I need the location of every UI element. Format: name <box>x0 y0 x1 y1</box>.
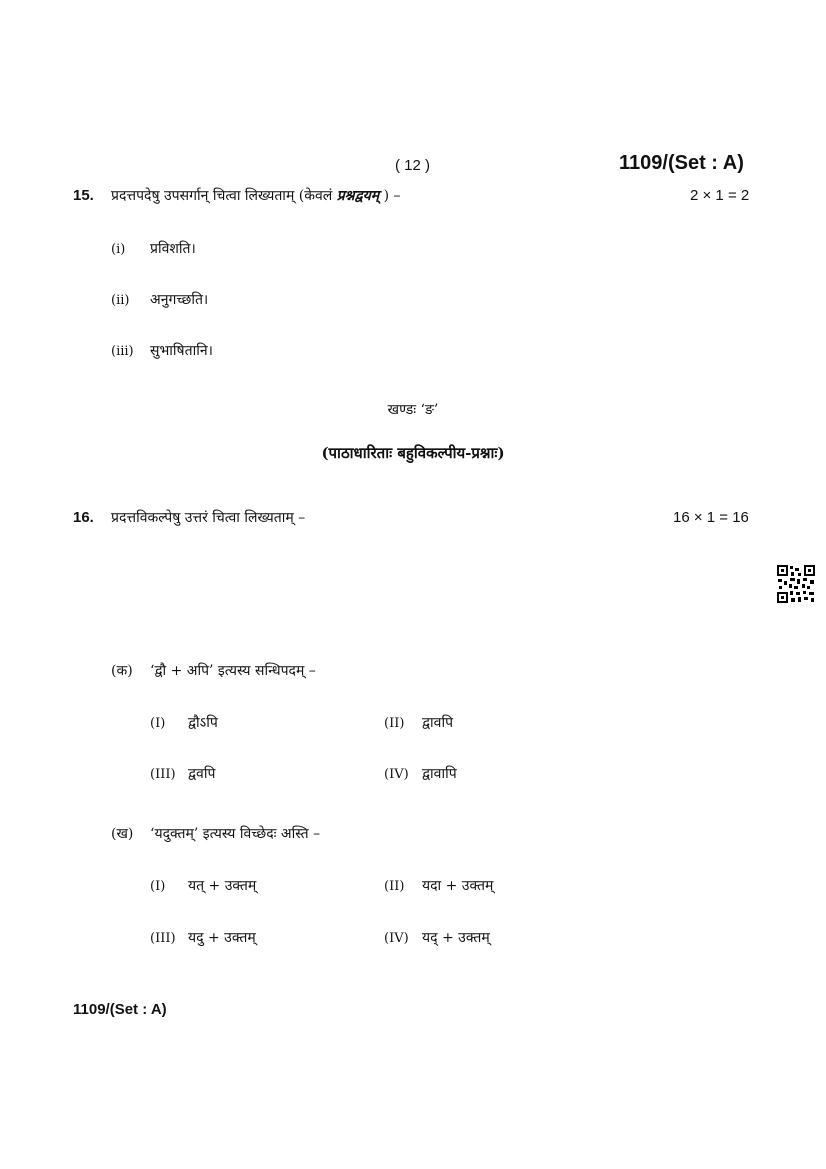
q15-item-text: प्रविशति। <box>150 241 196 257</box>
question-15-instruction-end: ) – <box>383 188 401 204</box>
option-label: (III) <box>150 767 176 782</box>
q16-part-label: (क) <box>111 663 133 679</box>
q15-item-label: (i) <box>111 242 126 257</box>
q16-part-text: ‘यदुक्तम्’ इत्यस्य विच्छेदः अस्ति – <box>150 826 321 842</box>
set-code-header: 1109/(Set : A) <box>619 152 744 174</box>
page-number: ( 12 ) <box>395 157 431 174</box>
option-text: द्वावापि <box>422 766 457 782</box>
section-title: खण्डः ‘ङ’ <box>387 402 439 418</box>
option-label: (IV) <box>384 767 409 782</box>
option-label: (I) <box>150 879 166 894</box>
option-text: यदा + उक्तम् <box>422 878 494 894</box>
option-text: यद् + उक्तम् <box>422 930 490 946</box>
option-label: (II) <box>384 716 405 731</box>
question-15-marks: 2 × 1 = 2 <box>690 187 750 204</box>
option-label: (I) <box>150 716 166 731</box>
option-text: द्ववपि <box>188 766 216 782</box>
question-16-number: 16. <box>73 509 94 526</box>
q15-item-label: (ii) <box>111 293 130 308</box>
question-16-marks: 16 × 1 = 16 <box>673 509 749 526</box>
option-label: (II) <box>384 879 405 894</box>
question-15-number: 15. <box>73 187 94 204</box>
set-code-footer: 1109/(Set : A) <box>73 1001 167 1018</box>
option-label: (IV) <box>384 931 409 946</box>
q16-part-label: (ख) <box>111 826 134 842</box>
q15-item-label: (iii) <box>111 344 134 359</box>
qr-code-icon <box>776 564 816 604</box>
question-15-emphasis: प्रश्नद्वयम् <box>336 188 380 204</box>
option-text: द्वावपि <box>422 715 454 731</box>
q16-part-text: ‘द्वौ + अपि’ इत्यस्य सन्धिपदम् – <box>150 663 316 679</box>
option-text: यत् + उक्तम् <box>188 878 257 894</box>
q15-item-text: अनुगच्छति। <box>150 292 209 308</box>
option-text: यदु + उक्तम् <box>188 930 256 946</box>
question-15-instruction: प्रदत्तपदेषु उपसर्गान् चित्वा लिख्यताम् (केवलं <box>111 188 333 204</box>
option-text: द्वौऽपि <box>188 715 218 731</box>
question-15-text <box>111 186 400 205</box>
question-16-text: प्रदत्तविकल्पेषु उत्तरं चित्वा लिख्यताम् – <box>111 510 306 526</box>
option-label: (III) <box>150 931 176 946</box>
q15-item-text: सुभाषितानि। <box>150 343 213 359</box>
section-subtitle: (पाठाधारिताः बहुविकल्पीय-प्रश्नाः) <box>321 444 505 462</box>
